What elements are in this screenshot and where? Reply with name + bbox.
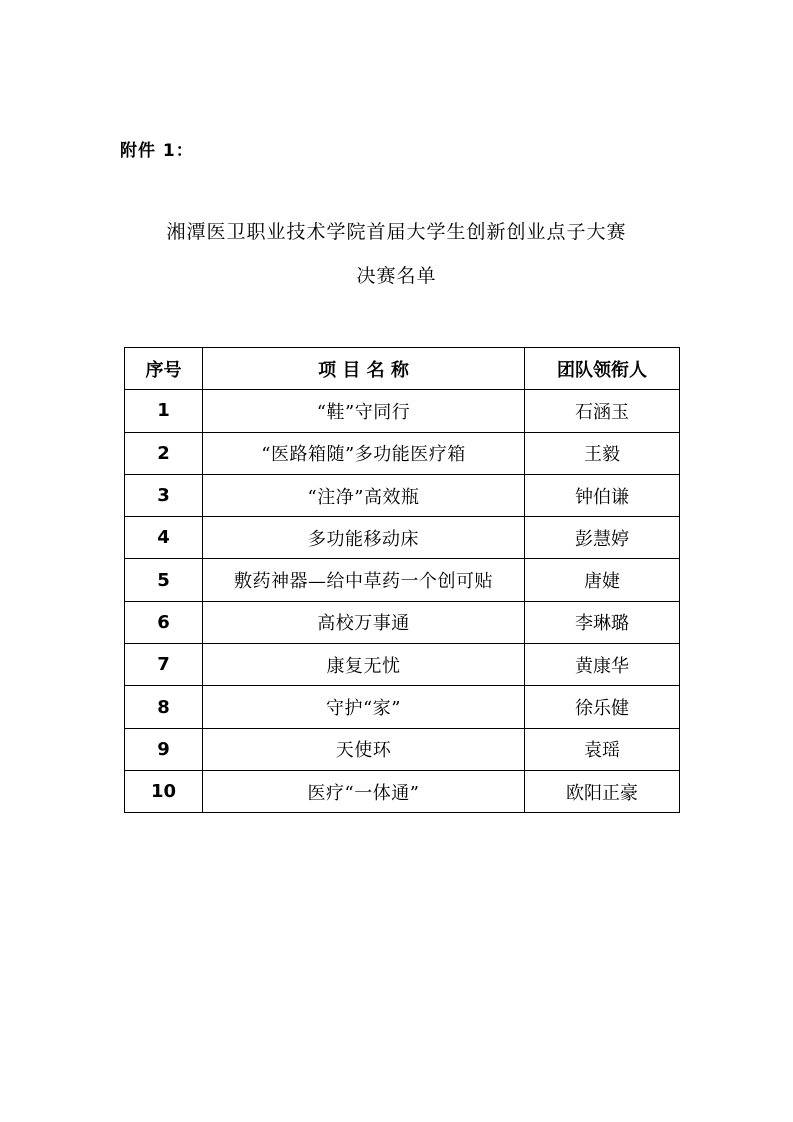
table-header-row [125, 348, 680, 390]
row-project: 守护“家” [203, 686, 525, 728]
row-number: 4 [125, 517, 203, 559]
row-project: 天使环 [203, 728, 525, 770]
table-row [125, 686, 680, 728]
row-leader: 石涵玉 [525, 390, 680, 432]
row-number: 10 [125, 770, 203, 812]
header-project: 项 目 名 称 [203, 348, 525, 390]
row-leader: 钟伯谦 [525, 474, 680, 516]
row-project: 多功能移动床 [203, 517, 525, 559]
table-row [125, 390, 680, 432]
row-number: 7 [125, 644, 203, 686]
row-leader: 黄康华 [525, 644, 680, 686]
row-leader: 唐婕 [525, 559, 680, 601]
row-leader: 袁瑶 [525, 728, 680, 770]
row-number: 1 [125, 390, 203, 432]
row-project: 高校万事通 [203, 601, 525, 643]
table-row [125, 474, 680, 516]
row-project: “注净”高效瓶 [203, 474, 525, 516]
row-leader: 欧阳正豪 [525, 770, 680, 812]
table-row [125, 728, 680, 770]
row-number: 3 [125, 474, 203, 516]
row-number: 9 [125, 728, 203, 770]
header-leader: 团队领衔人 [525, 348, 680, 390]
document-subtitle: 决赛名单 [356, 265, 437, 287]
row-number: 2 [125, 432, 203, 474]
row-project: 康复无忧 [203, 644, 525, 686]
row-leader: 徐乐健 [525, 686, 680, 728]
document-title: 湘潭医卫职业技术学院首届大学生创新创业点子大赛 [166, 221, 627, 243]
table-row [125, 601, 680, 643]
header-number: 序号 [125, 348, 203, 390]
row-number: 8 [125, 686, 203, 728]
table-row [125, 644, 680, 686]
row-number: 6 [125, 601, 203, 643]
row-project: 医疗“一体通” [203, 770, 525, 812]
row-project: “鞋”守同行 [203, 390, 525, 432]
table-row [125, 432, 680, 474]
row-project: 敷药神器—给中草药一个创可贴 [203, 559, 525, 601]
table-row [125, 559, 680, 601]
row-leader: 彭慧婷 [525, 517, 680, 559]
table-row [125, 770, 680, 812]
row-leader: 李琳璐 [525, 601, 680, 643]
row-number: 5 [125, 559, 203, 601]
attachment-label: 附件 1： [120, 141, 194, 161]
table-row [125, 517, 680, 559]
row-project: “医路箱随”多功能医疗箱 [203, 432, 525, 474]
finalist-table [124, 347, 680, 813]
row-leader: 王毅 [525, 432, 680, 474]
